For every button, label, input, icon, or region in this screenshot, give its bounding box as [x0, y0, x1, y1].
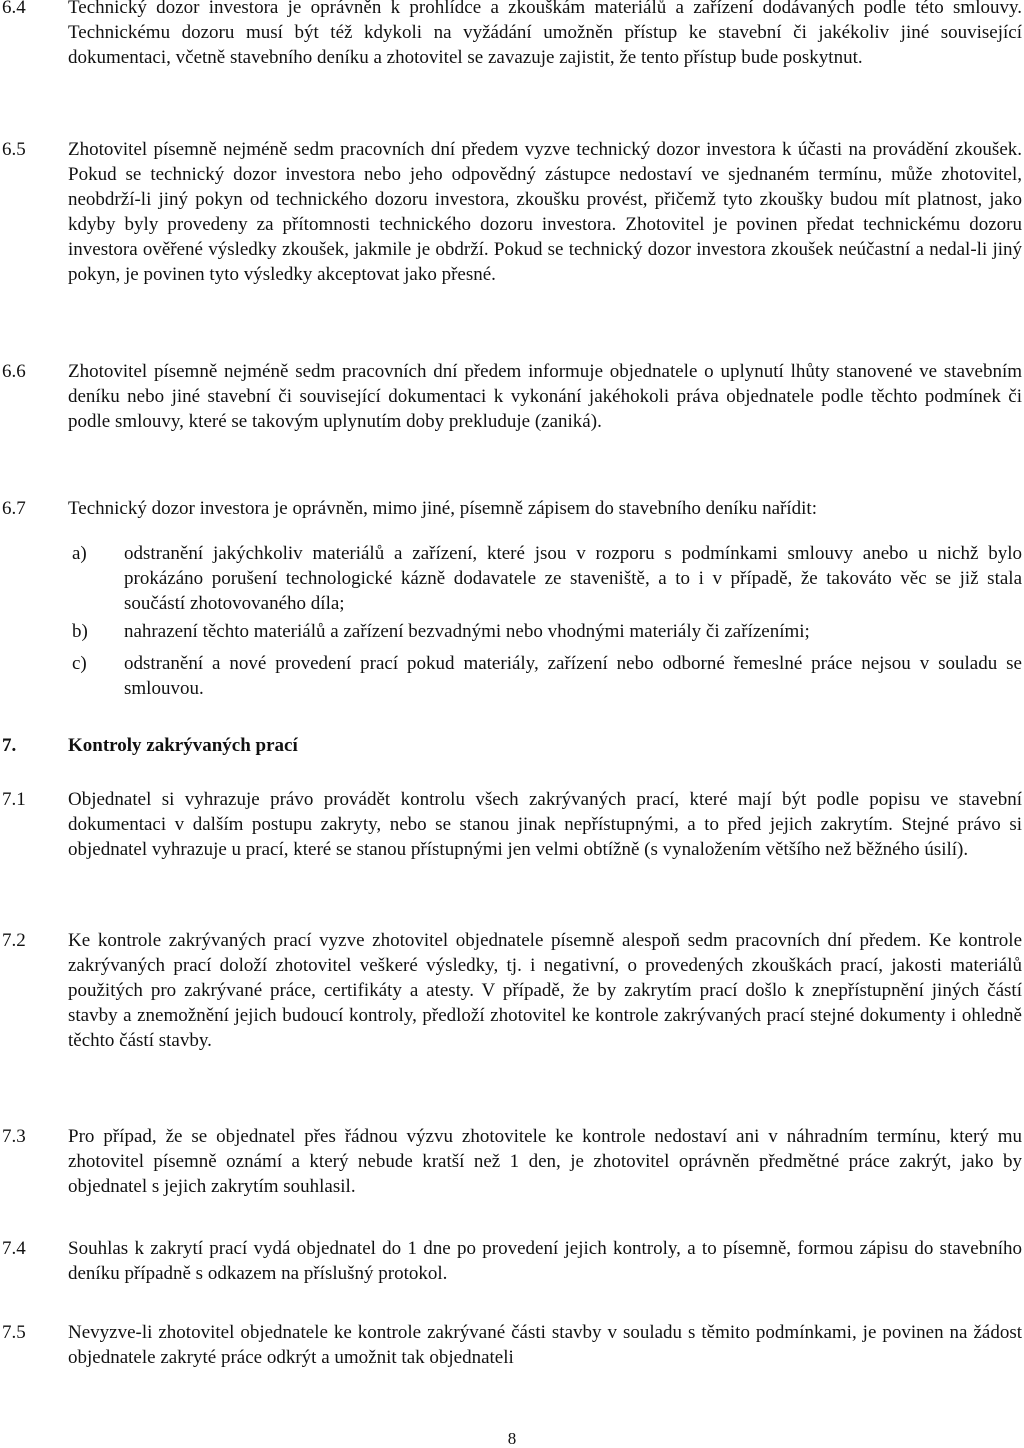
section-text: Technický dozor investora je oprávněn, mimo jiné, písemně zápisem do stavebního deníku nařídit: [68, 498, 817, 519]
section-text: Objednatel si vyhrazuje právo provádět kontrolu všech zakrývaných prací, které mají být podle popisu ve stavební dokumentaci v dalším postupu zakryty, nebo se stanou jinak nepřístupnými, a to před jejich zakrytím. Stejné právo si objednatel vyhrazuje u prací, které se stanou přístupnými jen velmi obtížně (s vynaložením většího než běžného úsilí). [68, 789, 1022, 860]
section-text: Souhlas k zakrytí prací vydá objednatel do 1 dne po provedení jejich kontroly, a to písemně, formou zápisu do stavebního deníku případně s odkazem na příslušný protokol. [68, 1238, 1022, 1284]
section-number: 6.6 [2, 361, 26, 382]
section-number: 7.4 [2, 1238, 26, 1259]
section-number: 7. [2, 735, 17, 756]
section-text: Zhotovitel písemně nejméně sedm pracovních dní předem vyzve technický dozor investora k účasti na provádění zkoušek. Pokud se technický dozor investora nebo jeho odpovědný zástupce nedostaví ve sjednaném termínu, může zhotovitel, neobdrží-li jiný pokyn od technického dozoru investora, zkoušku provést, přičemž tyto zkoušky budou mít platnost, jako kdyby byly provedeny za přítomnosti technického dozoru investora. Zhotovitel je povinen předat technickému dozoru investora ověřené výsledky zkoušek, jakmile je obdrží. Pokud se technický dozor investora zkoušek neúčastní a nedal-li jiný pokyn, je povinen tyto výsledky akceptovat jako přesné. [68, 139, 1022, 285]
section-text: Nevyzve-li zhotovitel objednatele ke kontrole zakrývané části stavby v souladu s těmito podmínkami, je povinen na žádost objednatele zakryté práce odkrýt a umožnit tak objednateli [68, 1322, 1022, 1368]
section-text: Ke kontrole zakrývaných prací vyzve zhotovitel objednatele písemně alespoň sedm pracovních dní předem. Ke kontrole zakrývaných prací doloží zhotovitel veškeré výsledky, tj. i negativní, o provedených zkouškách prací, jakosti materiálů použitých pro zakrývané práce, certifikáty a atesty. V případě, že by zakrytím prací došlo k znepřístupnění jiných částí stavby a znemožnění jejich budoucí kontroly, předloží zhotovitel ke kontrole zakrývaných prací stejné dokumenty i ohledně těchto částí stavby. [68, 930, 1022, 1051]
section-heading: Kontroly zakrývaných prací [68, 735, 298, 756]
list-label: a) [72, 543, 87, 564]
list-label: b) [72, 621, 88, 642]
list-text: odstranění jakýchkoliv materiálů a zařízení, které jsou v rozporu s podmínkami smlouvy anebo u nichž bylo prokázáno porušení technologické kázně dodavatele ze staveniště, a to i v případě, že takováto věc se již stala součástí zhotovovaného díla; [124, 543, 1022, 614]
section-number: 6.7 [2, 498, 26, 519]
section-number: 6.5 [2, 139, 26, 160]
section-text: Zhotovitel písemně nejméně sedm pracovních dní předem informuje objednatele o uplynutí lhůty stanovené ve stavebním deníku nebo jiné stavební či související dokumentaci k vykonání jakéhokoli práva objednatele podle těchto podmínek či podle smlouvy, které se takovým uplynutím doby prekluduje (zaniká). [68, 361, 1022, 432]
section-number: 7.2 [2, 930, 26, 951]
section-number: 7.1 [2, 789, 26, 810]
section-number: 6.4 [2, 0, 26, 18]
section-text: Technický dozor investora je oprávněn k prohlídce a zkouškám materiálů a zařízení dodávaných podle této smlouvy. Technickému dozoru musí být též kdykoli na vyžádání umožněn přístup ke stavební či jakékoliv jiné související dokumentaci, včetně stavebního deníku a zhotovitel se zavazuje zajistit, že tento přístup bude poskytnut. [68, 0, 1022, 68]
section-text: Pro případ, že se objednatel přes řádnou výzvu zhotovitele ke kontrole nedostaví ani v náhradním termínu, který mu zhotovitel písemně oznámí a který nebude kratší než 1 den, je zhotovitel oprávněn předmětné práce zakrýt, jako by objednatel s jejich zakrytím souhlasil. [68, 1126, 1022, 1197]
page-number: 8 [507, 1429, 517, 1448]
list-text: odstranění a nové provedení prací pokud materiály, zařízení nebo odborné řemeslné práce nejsou v souladu se smlouvou. [124, 653, 1022, 699]
list-label: c) [72, 653, 87, 674]
section-number: 7.3 [2, 1126, 26, 1147]
list-text: nahrazení těchto materiálů a zařízení bezvadnými nebo vhodnými materiály či zařízeními; [124, 621, 810, 642]
section-number: 7.5 [2, 1322, 26, 1343]
